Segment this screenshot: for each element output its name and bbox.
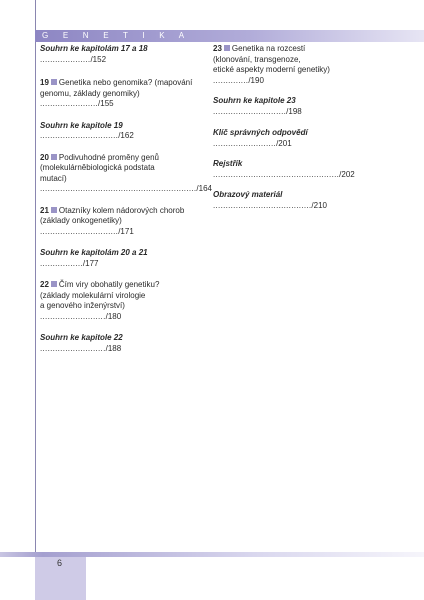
toc-left-column <box>40 44 212 354</box>
chapter-bullet-icon <box>51 154 57 160</box>
toc-page-number: /164 <box>196 184 212 193</box>
toc-entry-summary-23[interactable]: Souhrn ke kapitole 23 ............................./198 <box>213 96 302 116</box>
toc-entry-index[interactable]: Rejstřík ................................................../202 <box>213 159 355 179</box>
toc-entry-chapter-21[interactable]: 21 Otazníky kolem nádorových chorob (základy onkogenetiky) .............................../171 <box>40 205 185 236</box>
running-header-title: G E N E T I K A <box>42 31 191 40</box>
toc-page-number: /198 <box>286 106 302 116</box>
toc-entry-picture-material[interactable]: Obrazový materiál ......................................./210 <box>213 190 327 210</box>
toc-page-number: /180 <box>105 311 122 321</box>
toc-page-number: /155 <box>98 99 114 108</box>
toc-entry-chapter-22[interactable]: 22 Čím viry obohatily genetiku? (základy molekulární virologie a genového inženýrství) ........................../180 <box>40 280 160 321</box>
toc-entry-summary-22[interactable]: Souhrn ke kapitole 22 ........................../188 <box>40 333 123 353</box>
toc-page-number: /202 <box>339 169 355 179</box>
left-margin-rule <box>35 0 36 600</box>
toc-page-number: /162 <box>118 131 134 140</box>
toc-page-number: /177 <box>82 258 99 268</box>
toc-entry-summary-19[interactable]: Souhrn ke kapitole 19 .............................../162 <box>40 120 134 140</box>
toc-page-number: /201 <box>276 138 292 148</box>
chapter-bullet-icon <box>51 207 57 213</box>
toc-entry-chapter-23[interactable]: 23 Genetika na rozcestí (klonování, transgenoze, etické aspekty moderní genetiky) ............../190 <box>213 44 330 85</box>
toc-page-number: /152 <box>90 54 107 64</box>
toc-page-number: /171 <box>118 226 134 236</box>
toc-entry-answer-key[interactable]: Klíč správných odpovědí ........................./201 <box>213 128 308 148</box>
page-number: 6 <box>57 558 63 568</box>
toc-entry-chapter-20[interactable]: 20 Podivuhodné proměny genů (molekulárněbiologická podstata mutací) ............................................................../164 <box>40 152 212 193</box>
chapter-bullet-icon <box>51 281 57 287</box>
toc-right-column <box>213 44 373 211</box>
toc-entry-chapter-19[interactable]: 19 Genetika nebo genomika? (mapování genomu, základy genomiky) ......................./155 <box>40 78 193 108</box>
toc-entry-summary-20-21[interactable]: Souhrn ke kapitolám 20 a 21 ................./177 <box>40 248 148 268</box>
toc-page-number: /188 <box>105 343 122 353</box>
toc-page-number: /210 <box>311 200 327 210</box>
toc-page-number: /190 <box>248 75 264 85</box>
toc-entry-summary-17-18[interactable]: Souhrn ke kapitolám 17 a 18 ..................../152 <box>40 44 148 64</box>
chapter-bullet-icon <box>224 45 230 51</box>
chapter-bullet-icon <box>51 79 57 85</box>
